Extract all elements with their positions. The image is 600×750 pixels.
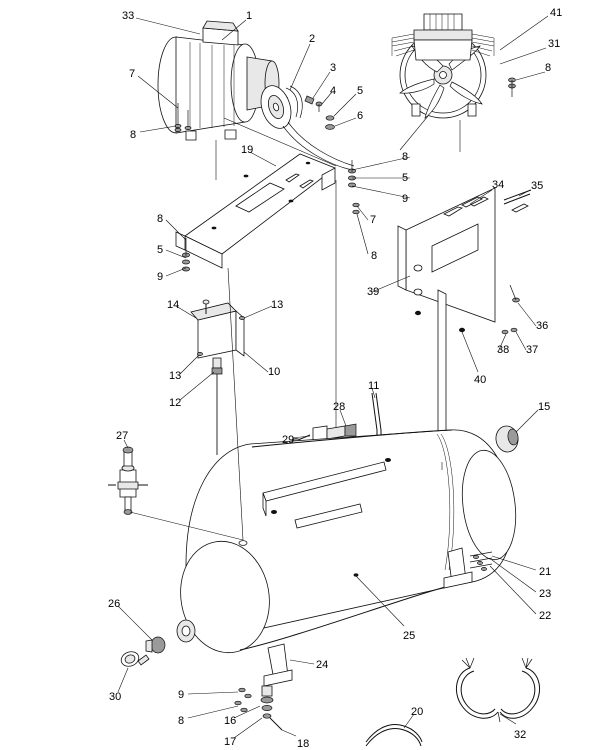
callout-13-a: 13 (271, 299, 284, 311)
callout-6: 6 (357, 110, 364, 122)
callout-31: 31 (548, 38, 561, 50)
callout-2: 2 (309, 33, 316, 45)
callout-19: 19 (241, 144, 254, 156)
callout-11: 11 (368, 380, 380, 392)
pressure-switch-group (191, 300, 245, 455)
callout-17: 17 (224, 736, 237, 748)
callout-7-a: 7 (129, 68, 136, 80)
callout-25: 25 (403, 630, 416, 642)
air-tank-group (119, 425, 521, 730)
callout-9-a: 9 (402, 193, 409, 205)
callout-39: 39 (367, 286, 380, 298)
callout-36: 36 (536, 320, 549, 332)
motor-base-plate-group (176, 154, 335, 268)
pump-mount-hardware (509, 78, 516, 97)
callout-9-c: 9 (178, 689, 185, 701)
callout-22: 22 (539, 610, 552, 622)
callout-30: 30 (109, 691, 122, 703)
callout-12: 12 (169, 397, 182, 409)
pump-assembly-group (392, 14, 515, 118)
transfer-tubes-group (456, 658, 539, 722)
callout-8-b: 8 (130, 129, 137, 141)
callout-23: 23 (539, 588, 552, 600)
callout-13-b: 13 (169, 370, 182, 382)
callout-5-b: 5 (402, 172, 409, 184)
callout-20: 20 (411, 706, 424, 718)
callout-5-c: 5 (157, 244, 164, 256)
callout-1: 1 (246, 10, 253, 22)
power-cord-group (366, 725, 422, 746)
callout-41: 41 (550, 7, 563, 19)
callout-32: 32 (514, 729, 527, 741)
callout-26: 26 (108, 598, 121, 610)
callout-35: 35 (531, 180, 544, 192)
callout-15: 15 (538, 401, 551, 413)
callout-40: 40 (474, 374, 487, 386)
callout-3: 3 (330, 62, 337, 74)
callout-10: 10 (268, 366, 281, 378)
callout-33: 33 (122, 10, 135, 22)
callout-8-f: 8 (178, 715, 185, 727)
callout-29: 29 (282, 434, 295, 446)
callout-14: 14 (167, 299, 180, 311)
callout-8-d: 8 (157, 213, 164, 225)
regulator-group (108, 447, 148, 514)
callout-9-b: 9 (157, 271, 164, 283)
callout-8-e: 8 (371, 250, 378, 262)
belt-guard-group (398, 188, 531, 462)
callout-7-b: 7 (370, 214, 377, 226)
callout-37: 37 (526, 344, 539, 356)
callout-8-c: 8 (402, 151, 409, 163)
callout-16: 16 (224, 715, 237, 727)
callout-5-a: 5 (357, 85, 364, 97)
callout-24: 24 (316, 659, 329, 671)
callout-28: 28 (333, 401, 346, 413)
callout-4: 4 (330, 85, 337, 97)
callout-18: 18 (297, 738, 310, 750)
callout-38: 38 (497, 344, 510, 356)
callout-27: 27 (116, 430, 129, 442)
callout-8-a: 8 (545, 62, 552, 74)
callout-21: 21 (539, 566, 552, 578)
callout-34: 34 (492, 179, 505, 191)
